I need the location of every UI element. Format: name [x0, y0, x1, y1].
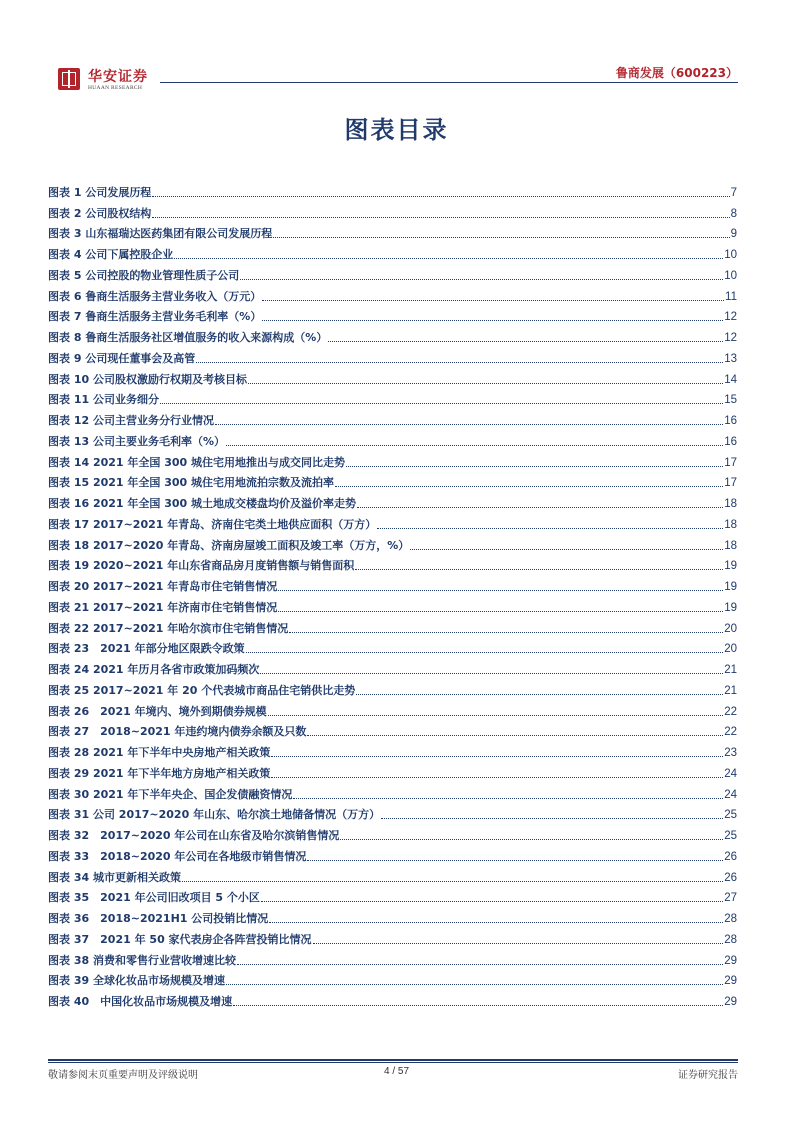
toc-entry-label: 图表 6 鲁商生活服务主营业务收入（万元）: [48, 289, 262, 303]
toc-entry-label: 图表 27 2018~2021 年违约境内债券余额及只数: [48, 725, 307, 739]
toc-dot-leader: [152, 217, 729, 218]
toc-entry-label: 图表 19 2020~2021 年山东省商品房月度销售额与销售面积: [48, 559, 355, 573]
toc-entry[interactable]: [48, 387, 737, 408]
toc-entry-page: 26: [724, 850, 737, 863]
toc-entry[interactable]: [48, 407, 737, 428]
toc-dot-leader: [381, 818, 723, 819]
toc-entry[interactable]: [48, 470, 737, 491]
toc-entry-page: 8: [730, 207, 737, 220]
toc-entry[interactable]: [48, 324, 737, 345]
toc-entry-label: 图表 7 鲁商生活服务主营业务毛利率（%）: [48, 310, 262, 324]
toc-entry-label: 图表 29 2021 年下半年地方房地产相关政策: [48, 766, 271, 780]
toc-entry[interactable]: [48, 926, 737, 947]
toc-entry[interactable]: [48, 947, 737, 968]
toc-dot-leader: [289, 632, 723, 633]
toc-entry-page: 17: [724, 456, 737, 469]
toc-entry-label: 图表 16 2021 年全国 300 城土地成交楼盘均价及溢价率走势: [48, 497, 357, 510]
toc-entry-page: 29: [724, 996, 737, 1008]
toc-entry-label: 图表 25 2017~2021 年 20 个代表城市商品住宅销供比走势: [48, 683, 356, 697]
toc-entry[interactable]: [48, 283, 737, 304]
toc-entry-label: 图表 13 公司主要业务毛利率（%）: [48, 434, 225, 448]
toc-entry-label: 图表 14 2021 年全国 300 城住宅用地推出与成交同比走势: [48, 455, 346, 469]
toc-entry-label: 图表 11 公司业务细分: [48, 393, 159, 407]
toc-entry-page: 21: [724, 684, 737, 697]
toc-entry-page: 27: [724, 892, 737, 905]
toc-entry-page: 20: [724, 622, 737, 635]
toc-entry[interactable]: [48, 656, 737, 677]
toc-dot-leader: [246, 652, 724, 653]
toc-entry-page: 28: [724, 933, 737, 946]
toc-entry[interactable]: [48, 677, 737, 698]
toc-entry-page: 24: [724, 767, 737, 780]
toc-entry-label: 图表 4 公司下属控股企业: [48, 248, 174, 261]
toc-dot-leader: [269, 922, 723, 923]
footer-page-number: 4 / 57: [383, 1066, 410, 1077]
toc-entry-label: 图表 20 2017~2021 年青岛市住宅销售情况: [48, 580, 278, 593]
toc-entry-page: 21: [724, 664, 737, 676]
toc-entry-label: 图表 37 2021 年 50 家代表房企各阵营投销比情况: [48, 932, 312, 946]
toc-dot-leader: [273, 237, 729, 238]
toc-dot-leader: [226, 445, 723, 446]
toc-entry-page: 16: [724, 415, 737, 427]
footer-disclaimer: 敬请参阅末页重要声明及评级说明: [48, 1070, 198, 1081]
toc-entry[interactable]: [48, 719, 737, 740]
toc-entry-page: 11: [725, 290, 737, 303]
toc-entry[interactable]: [48, 428, 737, 449]
toc-entry-label: 图表 32 2017~2020 年公司在山东省及哈尔滨销售情况: [48, 829, 340, 842]
toc-dot-leader: [160, 403, 723, 404]
toc-entry-page: 26: [724, 871, 737, 884]
toc-dot-leader: [262, 320, 723, 321]
toc-dot-leader: [237, 964, 723, 965]
toc-entry-label: 图表 23 2021 年部分地区限跌令政策: [48, 642, 245, 656]
toc-entry[interactable]: [48, 345, 737, 366]
toc-dot-leader: [268, 715, 724, 716]
toc-entry-page: 7: [730, 186, 737, 199]
toc-dot-leader: [410, 549, 723, 550]
toc-dot-leader: [240, 279, 723, 280]
toc-entry[interactable]: [48, 905, 737, 926]
toc-dot-leader: [226, 984, 723, 985]
toc-dot-leader: [152, 196, 729, 197]
toc-entry[interactable]: [48, 968, 737, 989]
toc-entry-page: 12: [724, 332, 737, 344]
toc-entry[interactable]: [48, 366, 737, 387]
toc-dot-leader: [260, 673, 723, 674]
header-divider: [160, 82, 738, 83]
toc-entry[interactable]: [48, 304, 737, 325]
page-title: 图表目录: [344, 116, 449, 144]
toc-entry-label: 图表 3 山东福瑞达医药集团有限公司发展历程: [48, 227, 273, 241]
toc-dot-leader: [346, 466, 723, 467]
toc-entry-label: 图表 26 2021 年境内、境外到期债券规模: [48, 704, 267, 718]
toc-dot-leader: [233, 1005, 723, 1006]
toc-entry-page: 17: [724, 477, 737, 490]
toc-entry-label: 图表 12 公司主营业务分行业情况: [48, 414, 214, 427]
toc-dot-leader: [215, 424, 723, 425]
toc-entry[interactable]: [48, 843, 737, 864]
toc-entry-label: 图表 40 中国化妆品市场规模及增速: [48, 995, 233, 1008]
toc-entry-page: 12: [724, 311, 737, 324]
toc-entry-page: 23: [724, 747, 737, 759]
toc-entry-page: 19: [724, 560, 737, 573]
toc-dot-leader: [248, 383, 723, 384]
toc-dot-leader: [271, 756, 723, 757]
toc-dot-leader: [340, 839, 723, 840]
toc-entry-label: 图表 33 2018~2020 年公司在各地级市销售情况: [48, 849, 307, 863]
toc-dot-leader: [307, 860, 723, 861]
page-header: [48, 60, 738, 100]
footer-divider-thick: [48, 1059, 738, 1061]
toc-entry-page: 18: [724, 518, 737, 531]
huaan-logo-icon: [58, 68, 80, 90]
toc-entry[interactable]: [48, 636, 737, 657]
toc-entry-page: 22: [724, 726, 737, 739]
toc-entry-label: 图表 5 公司控股的物业管理性质子公司: [48, 268, 240, 282]
toc-entry[interactable]: [48, 698, 737, 719]
toc-dot-leader: [182, 881, 723, 882]
toc-entry-page: 19: [724, 581, 737, 593]
logo-english-text: HUAAN RESEARCH: [88, 85, 143, 91]
logo-chinese-text: 华安证券: [88, 69, 148, 85]
figure-table-of-contents: [48, 179, 737, 1009]
toc-entry[interactable]: [48, 200, 737, 221]
toc-entry-label: 图表 31 公司 2017~2020 年山东、哈尔滨土地储备情况（万方）: [48, 808, 381, 822]
toc-entry[interactable]: [48, 822, 737, 843]
toc-entry[interactable]: [48, 532, 737, 553]
toc-entry[interactable]: [48, 221, 737, 242]
toc-entry-label: 图表 35 2021 年公司旧改项目 5 个小区: [48, 891, 260, 905]
toc-dot-leader: [278, 611, 723, 612]
toc-entry-label: 图表 36 2018~2021H1 公司投销比情况: [48, 912, 269, 925]
toc-dot-leader: [293, 798, 723, 799]
toc-entry-page: 20: [724, 643, 737, 656]
toc-dot-leader: [174, 258, 723, 259]
toc-entry-page: 28: [724, 913, 737, 925]
toc-dot-leader: [261, 901, 723, 902]
toc-entry-page: 9: [730, 228, 737, 241]
toc-entry-label: 图表 38 消费和零售行业营收增速比较: [48, 953, 236, 967]
toc-dot-leader: [355, 569, 723, 570]
toc-entry[interactable]: [48, 553, 737, 574]
toc-entry-page: 24: [724, 788, 737, 801]
toc-entry[interactable]: [48, 760, 737, 781]
toc-entry-page: 14: [724, 373, 737, 386]
toc-entry[interactable]: [48, 490, 737, 511]
toc-dot-leader: [278, 590, 723, 591]
toc-entry-label: 图表 9 公司现任董事会及高管: [48, 351, 196, 365]
toc-dot-leader: [356, 694, 723, 695]
toc-entry[interactable]: [48, 885, 737, 906]
toc-entry-page: 16: [724, 435, 737, 448]
toc-entry-page: 13: [724, 352, 737, 365]
toc-entry-label: 图表 8 鲁商生活服务社区增值服务的收入来源构成（%）: [48, 331, 328, 344]
toc-dot-leader: [271, 777, 723, 778]
company-stock-code: 鲁商发展（600223）: [615, 66, 738, 80]
toc-entry[interactable]: [48, 615, 737, 636]
toc-entry[interactable]: [48, 573, 737, 594]
toc-entry[interactable]: [48, 511, 737, 532]
toc-entry[interactable]: [48, 594, 737, 615]
toc-entry-label: 图表 22 2017~2021 年哈尔滨市住宅销售情况: [48, 621, 289, 635]
toc-entry-page: 19: [724, 601, 737, 614]
toc-dot-leader: [313, 943, 724, 944]
toc-entry[interactable]: [48, 802, 737, 823]
toc-entry[interactable]: [48, 988, 737, 1009]
toc-entry[interactable]: [48, 449, 737, 470]
footer-report-type: 证券研究报告: [678, 1070, 738, 1081]
toc-entry-label: 图表 10 公司股权激励行权期及考核目标: [48, 372, 247, 386]
toc-entry-label: 图表 34 城市更新相关政策: [48, 870, 181, 884]
toc-entry-label: 图表 30 2021 年下半年央企、国企发债融资情况: [48, 787, 293, 801]
toc-dot-leader: [335, 486, 723, 487]
toc-entry-label: 图表 1 公司发展历程: [48, 185, 152, 199]
toc-entry-page: 29: [724, 954, 737, 967]
toc-entry[interactable]: [48, 781, 737, 802]
toc-entry-page: 25: [724, 830, 737, 842]
toc-entry-label: 图表 17 2017~2021 年青岛、济南住宅类土地供应面积（万方）: [48, 517, 377, 531]
toc-dot-leader: [357, 507, 723, 508]
toc-entry-page: 18: [724, 498, 737, 510]
toc-entry[interactable]: [48, 179, 737, 200]
toc-entry-label: 图表 24 2021 年历月各省市政策加码频次: [48, 663, 260, 676]
toc-entry-label: 图表 2 公司股权结构: [48, 206, 152, 220]
toc-entry-page: 15: [724, 394, 737, 407]
toc-entry-label: 图表 21 2017~2021 年济南市住宅销售情况: [48, 600, 278, 614]
toc-entry[interactable]: [48, 864, 737, 885]
toc-dot-leader: [307, 735, 723, 736]
toc-entry-label: 图表 28 2021 年下半年中央房地产相关政策: [48, 746, 271, 759]
toc-dot-leader: [196, 362, 723, 363]
toc-entry-label: 图表 39 全球化妆品市场规模及增速: [48, 974, 225, 988]
toc-entry-label: 图表 18 2017~2020 年青岛、济南房屋竣工面积及竣工率（万方，%）: [48, 538, 410, 552]
toc-dot-leader: [328, 341, 723, 342]
toc-dot-leader: [262, 300, 724, 301]
toc-entry-page: 18: [724, 539, 737, 552]
toc-entry-page: 29: [724, 975, 737, 988]
toc-entry-label: 图表 15 2021 年全国 300 城住宅用地流拍宗数及流拍率: [48, 476, 335, 490]
toc-entry[interactable]: [48, 241, 737, 262]
toc-entry[interactable]: [48, 262, 737, 283]
toc-dot-leader: [377, 528, 723, 529]
toc-entry-page: 10: [724, 269, 737, 282]
footer-divider-thin: [48, 1062, 738, 1063]
toc-entry-page: 10: [724, 249, 737, 261]
toc-entry-page: 22: [724, 705, 737, 718]
toc-entry[interactable]: [48, 739, 737, 760]
toc-entry-page: 25: [724, 809, 737, 822]
